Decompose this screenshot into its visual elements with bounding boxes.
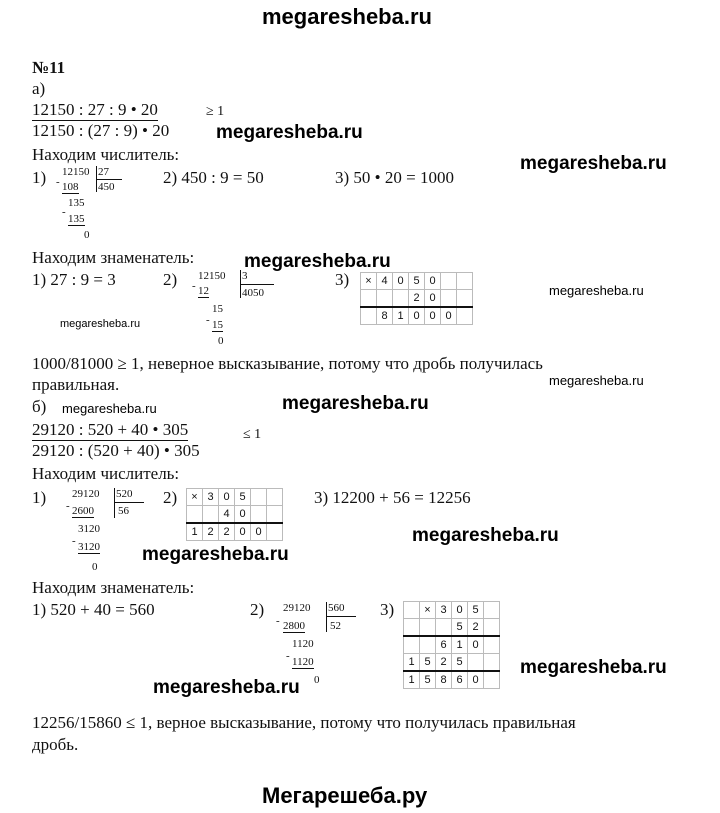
part-b-label: б) <box>32 397 47 416</box>
find-numerator-b: Находим числитель: <box>32 464 180 483</box>
step-label: 2) <box>250 600 265 619</box>
watermark: megaresheba.ru <box>520 657 667 678</box>
watermark: megaresheba.ru <box>412 525 559 546</box>
multiplication-grid: × 3 0 5 4 0 1 2 2 0 0 <box>186 488 283 541</box>
find-numerator-a: Находим числитель: <box>32 145 180 164</box>
step-3-b: 3) 12200 + 56 = 12256 <box>314 488 471 507</box>
fraction-a-sign: ≥ 1 <box>206 104 225 119</box>
fraction-b-sign: ≤ 1 <box>243 427 262 442</box>
step-label: 2) <box>163 270 178 289</box>
watermark-bottom: Мегарешеба.ру <box>262 783 428 808</box>
find-denominator-b: Находим знаменатель: <box>32 578 195 597</box>
watermark: megaresheba.ru <box>216 122 363 143</box>
fraction-a-denominator: 12150 : (27 : 9) • 20 <box>32 121 170 140</box>
fraction-b-numerator: 29120 : 520 + 40 • 305 <box>32 420 189 439</box>
fraction-a-numerator: 12150 : 27 : 9 • 20 <box>32 100 158 119</box>
conclusion-b-2: дробь. <box>32 735 79 754</box>
step-3-a: 3) 50 • 20 = 1000 <box>335 168 454 187</box>
step-label: 1) <box>32 168 47 187</box>
fraction-b-denominator: 29120 : (520 + 40) • 305 <box>32 441 200 460</box>
conclusion-a-2: правильная. <box>32 375 120 394</box>
watermark: megaresheba.ru <box>142 544 289 565</box>
watermark: megaresheba.ru <box>549 373 644 388</box>
conclusion-a: 1000/81000 ≥ 1, неверное высказывание, потому что дробь получилась <box>32 354 543 373</box>
multiplication-grid: × 3 0 5 5 2 6 1 0 1 5 2 5 1 5 8 6 0 <box>403 601 500 689</box>
watermark: megaresheba.ru <box>549 283 644 298</box>
step-label: 3) <box>380 600 395 619</box>
step-2-a: 2) 450 : 9 = 50 <box>163 168 264 187</box>
watermark: megaresheba.ru <box>153 677 300 698</box>
task-number: №11 <box>32 58 66 77</box>
step-label: 1) <box>32 488 47 507</box>
multiplication-grid: × 4 0 5 0 2 0 8 1 0 0 0 <box>360 272 473 325</box>
watermark-top: megaresheba.ru <box>262 4 432 29</box>
den-step-1-a: 1) 27 : 9 = 3 <box>32 270 116 289</box>
den-step-1-b: 1) 520 + 40 = 560 <box>32 600 155 619</box>
watermark: megaresheba.ru <box>244 251 391 272</box>
find-denominator-a: Находим знаменатель: <box>32 248 195 267</box>
watermark: megaresheba.ru <box>282 393 429 414</box>
step-label: 2) <box>163 488 178 507</box>
part-a-label: а) <box>32 79 46 98</box>
conclusion-b: 12256/15860 ≤ 1, верное высказывание, потому что получилась правильная <box>32 713 576 732</box>
watermark: megaresheba.ru <box>62 401 157 416</box>
watermark: megaresheba.ru <box>520 153 667 174</box>
watermark: megaresheba.ru <box>60 318 141 330</box>
step-label: 3) <box>335 270 350 289</box>
